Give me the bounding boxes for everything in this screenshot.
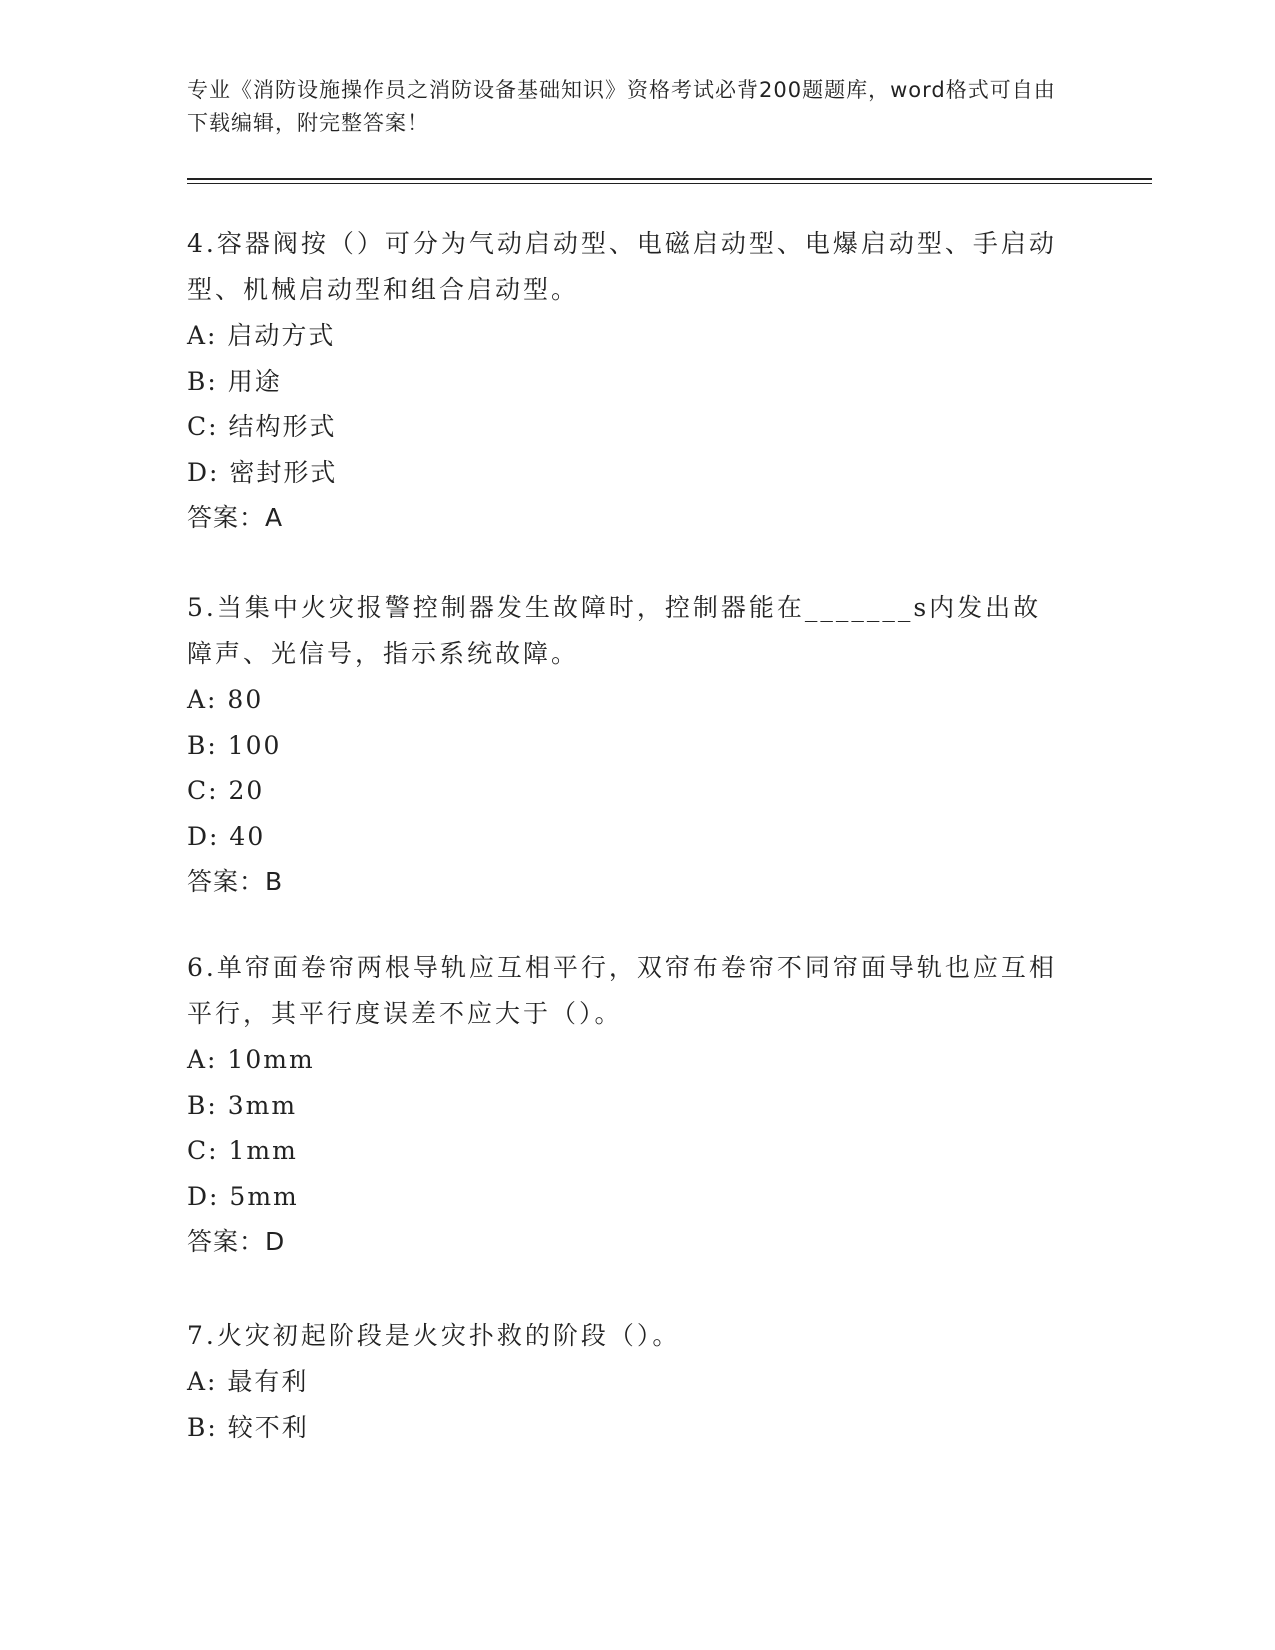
option-a: A: 启动方式 (187, 321, 336, 350)
question-stem: 7.火灾初起阶段是火灾扑救的阶段（）。 (187, 1321, 681, 1350)
option-a: A: 10mm (187, 1045, 315, 1074)
question-item (187, 221, 1067, 540)
option-c: C: 结构形式 (187, 412, 337, 441)
question-stem: 4.容器阀按（）可分为气动启动型、电磁启动型、电爆启动型、手启动型、机械启动型和组合启动型。 (187, 229, 1057, 304)
option-d: D: 40 (187, 821, 266, 851)
option-d: D: 5mm (187, 1181, 299, 1211)
option-c: C: 20 (187, 776, 265, 805)
question-item (187, 1313, 1067, 1450)
option-b: B: 3mm (187, 1090, 298, 1120)
option-b: B: 用途 (187, 366, 282, 396)
option-a: A: 最有利 (187, 1367, 309, 1396)
option-b: B: 较不利 (187, 1412, 309, 1442)
answer-line: 答案：B (187, 867, 284, 896)
option-c: C: 1mm (187, 1136, 298, 1165)
question-item (187, 945, 1067, 1264)
answer-line: 答案：D (187, 1227, 286, 1256)
option-a: A: 80 (187, 685, 264, 714)
question-item (187, 585, 1067, 904)
option-b: B: 100 (187, 730, 282, 760)
header-divider-thin (187, 183, 1152, 184)
question-stem: 6.单帘面卷帘两根导轨应互相平行，双帘布卷帘不同帘面导轨也应互相平行，其平行度误差不应大于（）。 (187, 953, 1057, 1028)
answer-line: 答案：A (187, 503, 284, 532)
option-d: D: 密封形式 (187, 457, 338, 487)
header-divider-thick (187, 178, 1152, 180)
document-header-title: 专业《消防设施操作员之消防设备基础知识》资格考试必背200题题库，word格式可自由下载编辑，附完整答案！ (187, 78, 1056, 135)
question-stem: 5.当集中火灾报警控制器发生故障时，控制器能在_______s内发出故障声、光信号，指示系统故障。 (187, 593, 1042, 668)
